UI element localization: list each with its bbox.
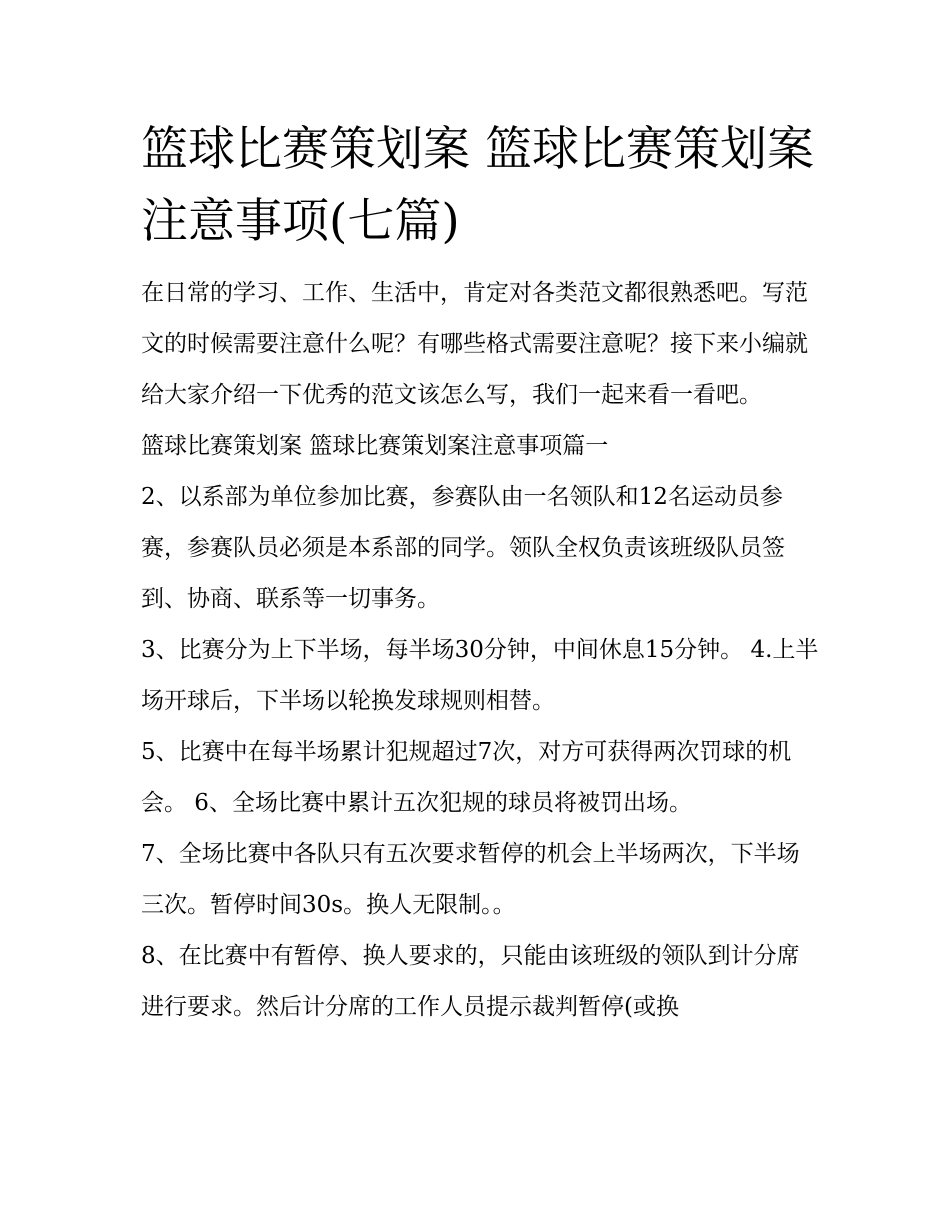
paragraph-section-heading: 篮球比赛策划案 篮球比赛策划案注意事项篇一 <box>141 433 609 459</box>
paragraph-rule-5-6: 5、比赛中在每半场累计犯规超过7次，对方可获得两次罚球的机会。 6、全场比赛中累计五次犯规的球员将被罚出场。 <box>141 739 792 816</box>
paragraph-rule-7: 7、全场比赛中各队只有五次要求暂停的机会上半场两次，下半场三次。暂停时间30s。换人无限制。。 <box>141 841 800 918</box>
paragraph-rule-3-4: 3、比赛分为上下半场，每半场30分钟，中间休息15分钟。 4.上半场开球后，下半场以轮换发球规则相替。 <box>141 637 819 714</box>
paragraph-rule-8: 8、在比赛中有暂停、换人要求的，只能由该班级的领队到计分席进行要求。然后计分席的工作人员提示裁判暂停(或换 <box>141 943 800 1020</box>
document-content <box>141 114 821 1033</box>
paragraph-rule-2: 2、以系部为单位参加比赛，参赛队由一名领队和12名运动员参赛，参赛队员必须是本系部的同学。领队全权负责该班级队员签到、协商、联系等一切事务。 <box>141 484 785 612</box>
paragraph-intro: 在日常的学习、工作、生活中，肯定对各类范文都很熟悉吧。写范文的时候需要注意什么呢？有哪些格式需要注意呢？接下来小编就给大家介绍一下优秀的范文该怎么写，我们一起来看一看吧。 <box>141 280 808 408</box>
document-title: 篮球比赛策划案 篮球比赛策划案注意事项(七篇) <box>141 122 814 249</box>
